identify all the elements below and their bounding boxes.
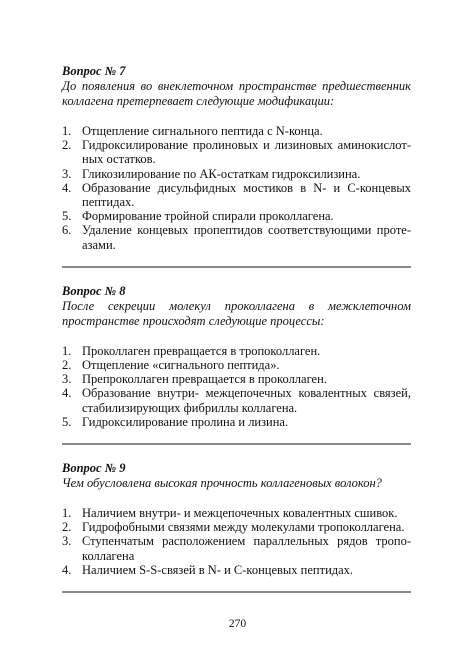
question-9 (62, 461, 411, 593)
answer-text: Препроколлаген превращается в проколлаген. (82, 372, 327, 387)
answer-number: 4. (62, 386, 72, 401)
answer-text: Наличием внутри- и межцепочечных ковалентных сшивок. (82, 506, 398, 521)
answer-text: Проколлаген превращается в тропоколлаген. (82, 343, 321, 358)
question-text: До появления во внеклеточном пространстве предшественник коллагена претерпевает следующие модификации: (62, 79, 411, 108)
answer-number: 2. (62, 138, 72, 153)
question-text: Чем обусловлена высокая прочность коллагеновых волокон? (62, 476, 382, 491)
answer-number: 1. (62, 506, 72, 521)
answer-text: Гидроксилирование пролиновых и лизиновых аминокислот-ных остатков. (82, 138, 411, 167)
answer-item (62, 415, 411, 429)
answer-text: Ступенчатым расположением параллельных рядов тропо-коллагена (82, 534, 411, 563)
answer-item (62, 167, 411, 181)
answer-text: Гидрофобными связями между молекулами тропоколлагена. (82, 520, 405, 535)
answer-number: 1. (62, 343, 72, 358)
question-title: Вопрос № 9 (62, 461, 126, 476)
answer-number: 6. (62, 223, 72, 238)
answer-item (62, 124, 411, 138)
question-title: Вопрос № 7 (62, 64, 126, 78)
section-divider (62, 266, 411, 268)
answer-item (62, 520, 411, 534)
page-content (62, 64, 411, 593)
section-divider (62, 443, 411, 445)
answer-item (62, 506, 411, 520)
answer-item (62, 209, 411, 223)
answer-number: 3. (62, 166, 72, 181)
answer-text: Наличием S-S-связей в N- и С-концевых пептидах. (82, 562, 354, 577)
answer-number: 2. (62, 520, 72, 535)
answer-text: Образование дисульфидных мостиков в N- и С-концевых пептидах. (82, 180, 411, 210)
answer-text: Гидроксилирование пролина и лизина. (82, 414, 289, 429)
answer-item (62, 386, 411, 414)
answer-text: Формирование тройной спирали проколлагена. (82, 209, 334, 224)
question-text: После секреции молекул проколлагена в межклеточном пространстве происходят следующие процессы: (62, 298, 411, 328)
question-7 (62, 64, 411, 268)
answer-number: 5. (62, 414, 72, 429)
answer-list (62, 344, 411, 429)
answer-item (62, 534, 411, 562)
answer-item (62, 563, 411, 577)
answer-number: 4. (62, 180, 72, 195)
answer-item (62, 344, 411, 358)
answer-item (62, 181, 411, 209)
answer-list (62, 124, 411, 252)
answer-text: Гликозилирование по АК-остаткам гидроксилизина. (82, 166, 361, 181)
answer-text: Отщепление сигнального пептида с N-конца. (82, 124, 323, 138)
answer-text: Образование внутри- межцепочечных ковалентных связей, стабилизирующих фибриллы коллагена. (82, 386, 411, 415)
answer-text: Удаление концевых пропептидов соответствующими проте-азами. (82, 223, 411, 252)
answer-number: 1. (62, 124, 72, 138)
answer-number: 5. (62, 209, 72, 224)
section-divider (62, 591, 411, 593)
page-number: 270 (228, 618, 247, 630)
answer-number: 3. (62, 372, 72, 387)
answer-item (62, 372, 411, 386)
question-title: Вопрос № 8 (62, 283, 126, 298)
answer-item (62, 138, 411, 166)
answer-item (62, 223, 411, 251)
answer-number: 4. (62, 562, 72, 577)
answer-item (62, 358, 411, 372)
answer-number: 2. (62, 358, 72, 373)
question-8 (62, 284, 411, 445)
answer-list (62, 506, 411, 577)
answer-text: Отщепление «сигнального пептида». (82, 358, 280, 373)
answer-number: 3. (62, 534, 72, 549)
